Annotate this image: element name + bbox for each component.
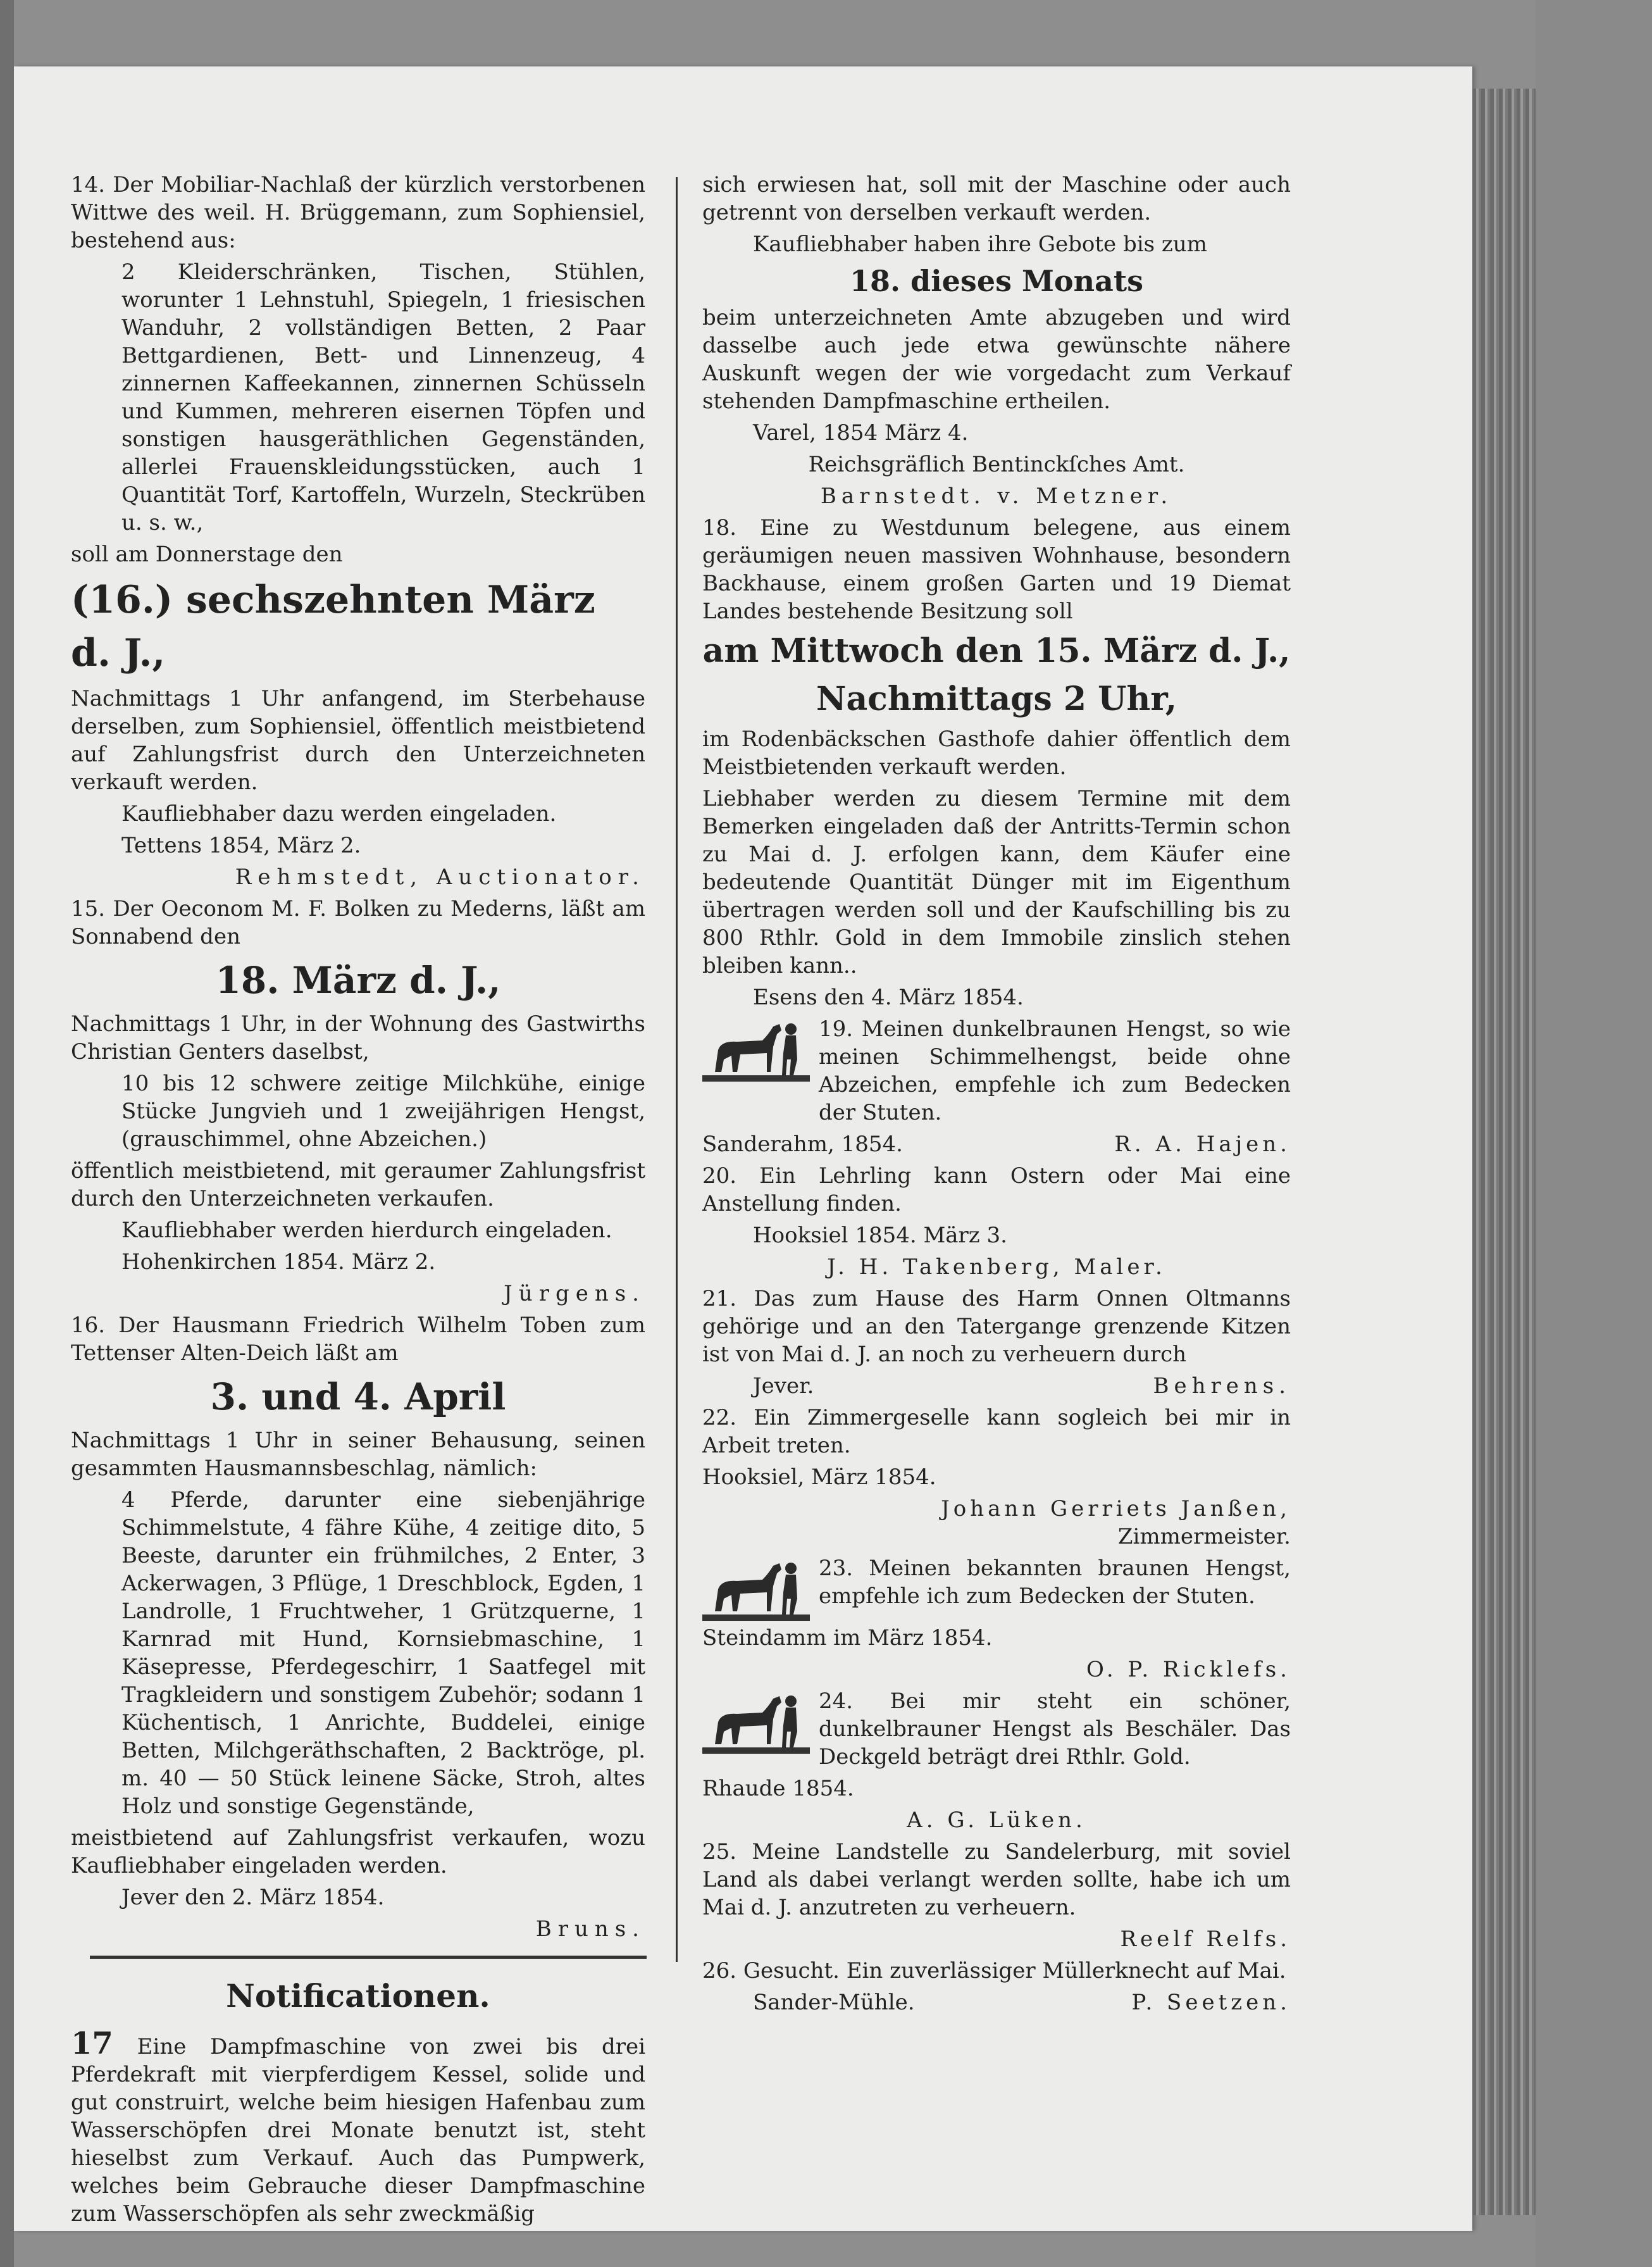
item24-place-date: Rhaude 1854. <box>702 1776 854 1801</box>
item18-terms: Liebhaber werden zu diesem Termine mit dem Bemerken eingeladen daß der Antritts-Termin schon zu Mai d. J. erfolgen kann, dem Käufer eine bedeutende Quantität Dünger mit im Eigenthum übertragen werden soll und der Kaufschilling bis zu 800 Rthlr. Gold in dem Immobile zinslich stehen bleiben kann.. <box>702 786 1291 978</box>
item15-list: 10 bis 12 schwere zeitige Milchkühe, einige Stücke Jungvieh und 1 zweijährigen Hengst, (grauschimmel, ohne Abzeichen.) <box>121 1071 645 1152</box>
item23 <box>702 1554 1291 1624</box>
item24 <box>702 1687 1291 1775</box>
horse-woodcut-icon <box>702 1015 810 1085</box>
item14-when: soll am Donnerstage den <box>71 542 343 567</box>
item16-signature: Bruns. <box>535 1916 645 1942</box>
item22-place-date: Hooksiel, März 1854. <box>702 1464 936 1490</box>
item14-date: (16.) sechszehnten März d. J., <box>71 578 595 675</box>
item15-date: 18. März d. J., <box>215 959 501 1002</box>
item19-signature: R. A. Hajen. <box>1114 1132 1291 1157</box>
item16-where: Nachmittags 1 Uhr in seiner Behausung, seinen gesammten Hausmannsbeschlag, nämlich: <box>71 1428 645 1481</box>
item15-invite: Kaufliebhaber werden hierdurch eingeladen. <box>121 1218 612 1243</box>
item25-text: 25. Meine Landstelle zu Sandelerburg, mit soviel Land als dabei verlangt werden sollte, habe ich um Mai d. J. anzutreten zu verheuern. <box>702 1839 1291 1920</box>
scan-background-right <box>1536 0 1652 2267</box>
item15-signature: Jürgens. <box>504 1281 645 1306</box>
item19 <box>702 1015 1291 1130</box>
item26-place: Sander-Mühle. <box>753 1990 915 2015</box>
item18-time: Nachmittags 2 Uhr, <box>816 680 1177 718</box>
item14-place-date: Tettens 1854, März 2. <box>121 833 361 858</box>
scan-background-left <box>0 0 14 2267</box>
item15-intro: 15. Der Oeconom M. F. Bolken zu Mederns, läßt am Sonnabend den <box>71 896 645 949</box>
item18-where: im Rodenbäckschen Gasthofe dahier öffentlich dem Meistbietenden verkauft werden. <box>702 727 1291 780</box>
section-heading-notificationen: Notificationen. <box>226 1977 490 2014</box>
item24-signature: A. G. Lüken. <box>907 1808 1086 1833</box>
item15-place-date: Hohenkirchen 1854. März 2. <box>121 1249 436 1275</box>
item18-place-date: Esens den 4. März 1854. <box>753 985 1024 1010</box>
item14-details: Nachmittags 1 Uhr anfangend, im Sterbehause derselben, zum Sophiensiel, öffentlich meistbietend auf Zahlungsfrist durch den Unterzeichneten verkauft werden. <box>71 686 645 795</box>
item14-invite: Kaufliebhaber dazu werden eingeladen. <box>121 801 557 827</box>
item23-place-date: Steindamm im März 1854. <box>702 1625 993 1651</box>
item14-list: 2 Kleiderschränken, Tischen, Stühlen, worunter 1 Lehnstuhl, Spiegeln, 1 friesischen Wanduhr, 2 vollständigen Betten, 2 Paar Bettgardienen, Bett- und Linnenzeug, 4 zinnernen Kaffeekannen, zinnernen Schüsseln und Kummen, mehreren eisernen Töpfen und sonstigen hausgeräthlichen Gegenständen, allerlei Frauenskleidungsstücken, auch 1 Quantität Torf, Kartoffeln, Wurzeln, Steckrüben u. s. w., <box>121 259 645 535</box>
item20-signature: J. H. Takenberg, Maler. <box>827 1254 1166 1280</box>
left-column <box>71 171 645 2232</box>
item17-signature: Barnstedt. v. Metzner. <box>820 484 1173 509</box>
item23-text: 23. Meinen bekannten braunen Hengst, empfehle ich zum Bedecken der Stuten. <box>819 1556 1291 1609</box>
right-column <box>702 171 1291 2020</box>
item18-intro: 18. Eine zu Westdunum belegene, aus einem geräumigen neuen massiven Wohnhause, besondern Backhause, einem großen Garten und 19 Diemat Landes bestehende Besitzung soll <box>702 515 1291 624</box>
item19-text: 19. Meinen dunkelbraunen Hengst, so wie meinen Schimmelhengst, beide ohne Abzeichen, empfehle ich zum Bedecken der Stuten. <box>819 1016 1291 1125</box>
item14-signature: Rehmstedt, Auctionator. <box>235 865 645 890</box>
item21-place: Jever. <box>753 1373 814 1399</box>
item17-continued: sich erwiesen hat, soll mit der Maschine oder auch getrennt von derselben verkauft werden. <box>702 172 1291 225</box>
item17-office: Reichsgräflich Bentinckſches Amt. <box>808 452 1185 477</box>
item22-text: 22. Ein Zimmergeselle kann sogleich bei mir in Arbeit treten. <box>702 1405 1291 1458</box>
section-divider <box>90 1956 647 1959</box>
item17-text: Eine Dampfmaschine von zwei bis drei Pferdekraft mit vierpferdigem Kessel, solide und gut construirt, welche beim hiesigen Hafenbau zum Wasserschöpfen drei Monate benutzt ist, steht hieselbst zum Verkauf. Auch das Pumpwerk, welches beim Gebrauche dieser Dampfmaschine zum Wasserschöpfen als sehr zweckmäßig <box>71 2034 645 2226</box>
item25-signature: Reelf Relfs. <box>1120 1927 1291 1952</box>
item22-signature: Johann Gerriets Janßen, <box>941 1496 1291 1521</box>
horse-woodcut-icon <box>702 1554 810 1624</box>
item17-number: 17 <box>71 2026 113 2061</box>
item26-text: 26. Gesucht. Ein zuverlässiger Müllerknecht auf Mai. <box>702 1958 1286 1983</box>
item18-date: am Mittwoch den 15. März d. J., <box>702 632 1291 670</box>
item16-place-date: Jever den 2. März 1854. <box>121 1885 385 1910</box>
item14-intro: 14. Der Mobiliar-Nachlaß der kürzlich verstorbenen Wittwe des weil. H. Brüggemann, zum Sophiensiel, bestehend aus: <box>71 172 645 253</box>
item17-deadline: 18. dieses Monats <box>849 264 1144 298</box>
column-divider <box>676 177 678 1962</box>
item16-date: 3. und 4. April <box>210 1375 506 1418</box>
item15-terms: öffentlich meistbietend, mit geraumer Zahlungsfrist durch den Unterzeichneten verkaufen. <box>71 1158 645 1211</box>
item17-place-date: Varel, 1854 März 4. <box>753 420 969 446</box>
item26-signature: P. Seetzen. <box>1131 1990 1291 2015</box>
book-page-edges <box>1472 89 1536 2215</box>
item17-bids: Kaufliebhaber haben ihre Gebote bis zum <box>753 232 1207 257</box>
item16-list: 4 Pferde, darunter eine siebenjährige Schimmelstute, 4 fähre Kühe, 4 zeitige dito, 5 Beeste, darunter ein frühmilches, 2 Enter, 3 Ackerwagen, 3 Pflüge, 1 Dreschblock, Egden, 1 Landrolle, 1 Fruchtweher, 1 Grützquerne, 1 Karnrad mit Hund, Kornsiebmaschine, 1 Käsepresse, Pferdegeschirr, 1 Saatfegel mit Tragkleidern und sonstigem Zubehör; sodann 1 Küchentisch, 1 Anrichte, Buddelei, einige Betten, Milchgeräthschaften, 2 Backtröge, pl. m. 40 — 50 Stück leinene Säcke, Stroh, altes Holz und sonstige Gegenstände, <box>121 1487 645 1819</box>
item23-signature: O. P. Ricklefs. <box>1086 1657 1291 1682</box>
item15-where: Nachmittags 1 Uhr, in der Wohnung des Gastwirths Christian Genters daselbst, <box>71 1011 645 1065</box>
item21-signature: Behrens. <box>1153 1373 1291 1399</box>
item16-intro: 16. Der Hausmann Friedrich Wilhelm Toben zum Tettenser Alten-Deich läßt am <box>71 1313 645 1366</box>
item17-details: beim unterzeichneten Amte abzugeben und wird dasselbe auch jede etwa gewünschte nähere Auskunft wegen der wie vorgedacht zum Verkauf stehenden Dampfmaschine ertheilen. <box>702 305 1291 414</box>
item24-text: 24. Bei mir steht ein schöner, dunkelbrauner Hengst als Beschäler. Das Deckgeld beträgt drei Rthlr. Gold. <box>819 1689 1291 1770</box>
item19-place: Sanderahm, 1854. <box>702 1132 903 1157</box>
item20-text: 20. Ein Lehrling kann Ostern oder Mai eine Anstellung finden. <box>702 1163 1291 1216</box>
item21-text: 21. Das zum Hause des Harm Onnen Oltmanns gehörige und an den Tatergange grenzende Kitzen ist von Mai d. J. an noch zu verheuern durch <box>702 1286 1291 1367</box>
item20-place-date: Hooksiel 1854. März 3. <box>753 1223 1007 1248</box>
item22-signature-title: Zimmermeister. <box>1117 1524 1291 1549</box>
horse-woodcut-icon <box>702 1687 810 1757</box>
item16-terms: meistbietend auf Zahlungsfrist verkaufen, wozu Kaufliebhaber eingeladen werden. <box>71 1825 645 1878</box>
